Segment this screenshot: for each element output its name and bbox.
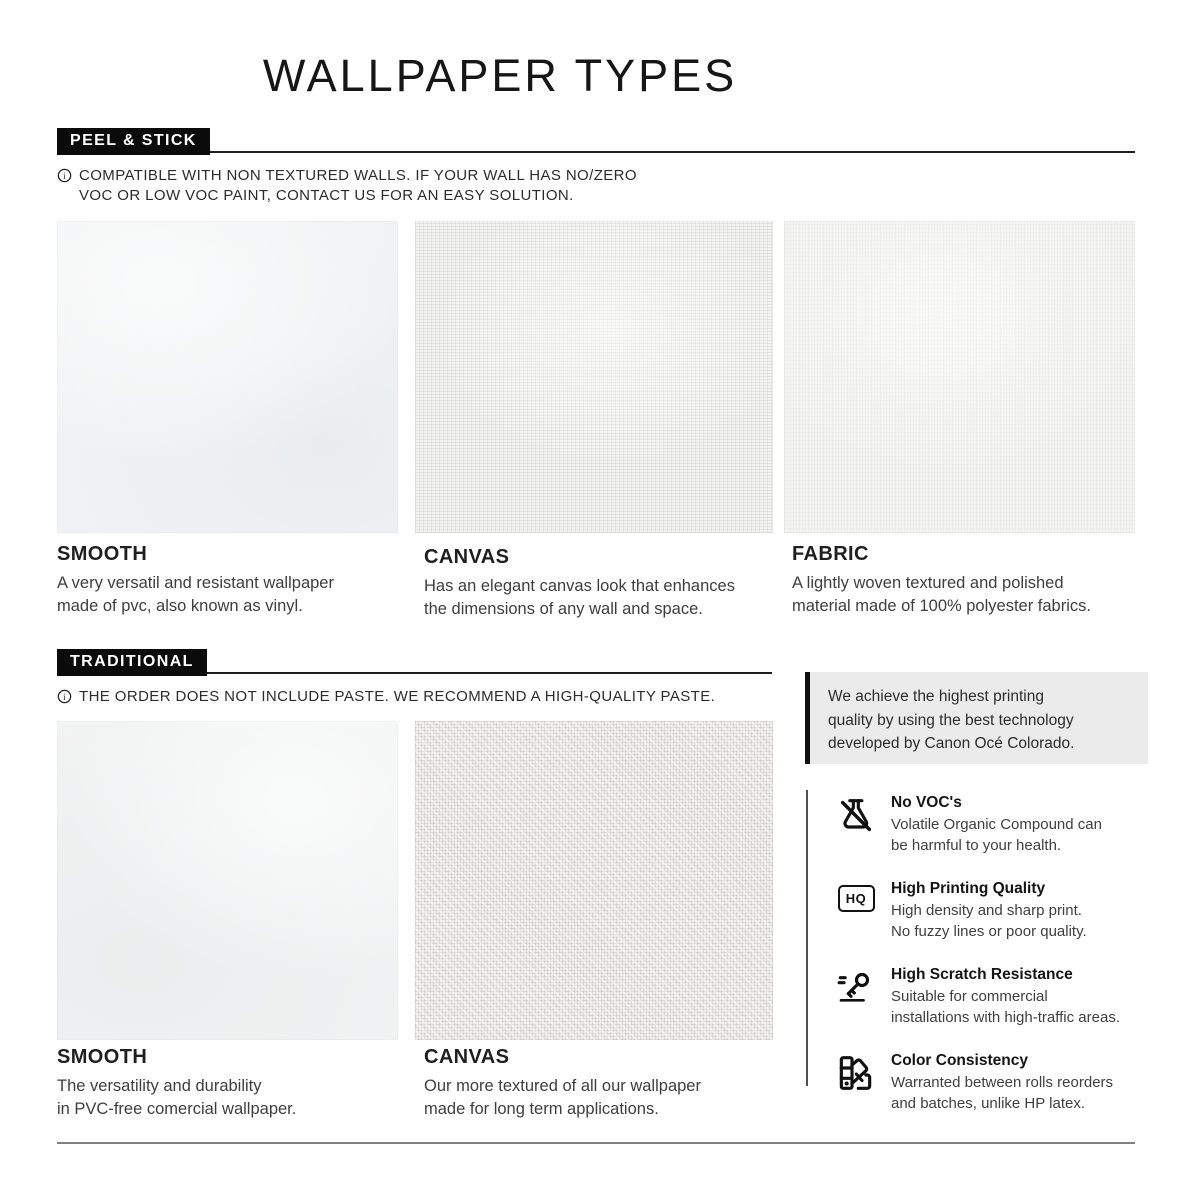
section-badge-traditional: TRADITIONAL [57,649,207,676]
swatch-image-canvas-peel-stick [415,221,773,533]
quality-statement-line2: quality by using the best technology [828,711,1074,729]
svg-text:i: i [63,692,66,703]
scratch-key-icon [835,966,877,1028]
section-rule-peel-stick [57,151,1135,153]
feature-no-voc: No VOC's Volatile Organic Compound can be harmful to your health. [835,794,1135,856]
note-peel-stick-line2: VOC OR LOW VOC PAINT, CONTACT US FOR AN EASY SOLUTION. [79,186,574,204]
bottom-rule [57,1142,1135,1144]
note-traditional-line1: THE ORDER DOES NOT INCLUDE PASTE. WE RECOMMEND A HIGH-QUALITY PASTE. [79,688,716,705]
swatch-image-smooth-peel-stick [57,221,398,533]
swatch-title-smooth-2: SMOOTH [57,1046,148,1068]
note-peel-stick-line1: COMPATIBLE WITH NON TEXTURED WALLS. IF YOUR WALL HAS NO/ZERO [79,167,637,184]
no-voc-flask-icon [835,794,877,856]
quality-statement-line3: developed by Canon Océ Colorado. [828,735,1075,752]
swatch-image-canvas-traditional [415,721,773,1040]
info-icon [57,168,72,183]
swatch-desc-canvas-2: Our more textured of all our wallpaper made for long term applications. [424,1077,701,1118]
feature-high-scratch-resistance: High Scratch Resistance Suitable for commercial installations with high-traffic areas. [835,966,1135,1028]
swatch-title-smooth-1: SMOOTH [57,543,148,565]
color-swatchbook-icon [835,1052,877,1114]
swatch-title-canvas-2: CANVAS [424,1046,510,1068]
quality-statement-line1: We achieve the highest printing [828,688,1044,705]
svg-text:i: i [63,171,66,182]
info-icon [57,689,72,704]
page-title: WALLPAPER TYPES [262,50,738,101]
swatch-desc-smooth-2: The versatility and durability in PVC-free comercial wallpaper. [57,1077,297,1118]
swatch-title-fabric-1: FABRIC [792,543,869,565]
note-peel-stick [57,166,637,205]
note-traditional [57,687,715,707]
swatch-desc-fabric-1: A lightly woven textured and polished material made of 100% polyester fabrics. [792,574,1091,615]
swatch-title-canvas-1: CANVAS [424,546,510,568]
swatch-desc-canvas-1: Has an elegant canvas look that enhances the dimensions of any wall and space. [424,577,735,618]
hq-badge-icon: HQ [835,880,877,942]
feature-list [806,790,1142,1112]
swatch-image-fabric-peel-stick [784,221,1135,533]
section-badge-peel-stick: PEEL & STICK [57,128,210,155]
feature-high-printing-quality: HQ High Printing Quality High density and sharp print. No fuzzy lines or poor quality. [835,880,1135,942]
quality-statement-box [805,672,1148,764]
swatch-image-smooth-traditional [57,721,398,1040]
swatch-desc-smooth-1: A very versatil and resistant wallpaper made of pvc, also known as vinyl. [57,574,334,615]
feature-color-consistency: Color Consistency Warranted between rolls reorders and batches, unlike HP latex. [835,1052,1135,1114]
